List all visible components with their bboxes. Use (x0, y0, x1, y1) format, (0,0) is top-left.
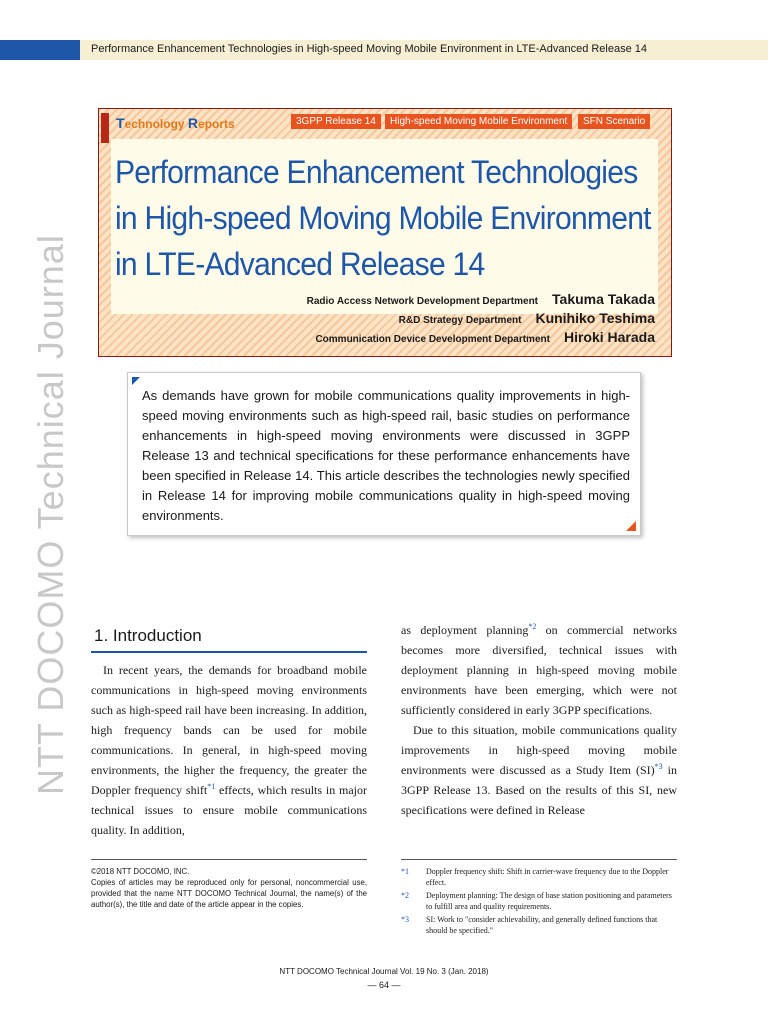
title-box-tab (101, 113, 109, 143)
author-department: Communication Device Development Department (315, 334, 550, 345)
title-line: in High-speed Moving Mobile Environment (115, 200, 651, 236)
keyword-tag: High-speed Moving Mobile Environment (385, 114, 572, 129)
running-header-text: Performance Enhancement Technologies in High-speed Moving Mobile Environment in LTE-Advanced Release 14 (91, 43, 648, 55)
abstract-corner-mark (132, 377, 140, 385)
footnote-ref: *3 (654, 762, 663, 771)
author-name: Kunihiko Teshima (535, 310, 655, 326)
body-paragraph: Due to this situation, mobile communications quality improvements in high-speed moving mobile environments were discussed as a Study Item (SI)$^{*3}$ in 3GPP Release 13. Based on the results of this SI, new specifications were defined in Release (401, 723, 677, 817)
footnotes (401, 866, 677, 938)
footnote-ref: *2 (528, 622, 537, 631)
author-name: Hiroki Harada (563, 329, 655, 345)
author-row (115, 329, 655, 348)
keyword-tag: 3GPP Release 14 (291, 114, 381, 129)
journal-name-vertical: NTT DOCOMO Technical Journal (30, 234, 71, 795)
footer-divider (91, 859, 367, 860)
section-heading: 1. Introduction (91, 624, 367, 653)
title-line: Performance Enhancement Technologies (115, 154, 638, 190)
keyword-tag: SFN Scenario (578, 114, 650, 129)
author-list (115, 291, 655, 348)
footnote-number: *1 (401, 867, 409, 876)
title-box (98, 108, 672, 357)
page-number: ― 64 ― (367, 980, 401, 990)
footer-divider (401, 859, 677, 860)
copyright-notice (91, 866, 367, 910)
abstract-corner-mark (626, 521, 636, 531)
footnote-number: *3 (401, 915, 409, 924)
footnote: *1 Doppler frequency shift: Shift in carrier-wave frequency due to the Doppler effect. (401, 867, 669, 887)
copyright-line: ©2018 NTT DOCOMO, INC. (91, 867, 190, 876)
author-row (115, 291, 655, 310)
author-name: Takuma Takada (552, 291, 655, 307)
author-department: Radio Access Network Development Department (306, 296, 539, 307)
right-column (401, 620, 677, 820)
page-journal-info: NTT DOCOMO Technical Journal Vol. 19 No. 3 (Jan. 2018) (279, 967, 489, 976)
left-column (91, 624, 367, 840)
footnote-number: *2 (401, 891, 409, 900)
author-row (115, 310, 655, 329)
technology-reports-label: Technology Reports (116, 115, 235, 131)
body-paragraph: as deployment planning$^{*2}$ on commercial networks becomes more diversified, technical issues with deployment planning in high-speed moving mobile environments have been emerging, which were not sufficiently considered in early 3GPP specifications. (401, 622, 677, 717)
title-line: in LTE-Advanced Release 14 (115, 246, 485, 282)
footnote: *3 SI: Work to "consider achievability, and generally defined functions that should be specified." (401, 915, 658, 935)
body-paragraph: In recent years, the demands for broadband mobile communications in high-speed moving environments such as high-speed rail have been increasing. In addition, high frequency bands can be used for mobile communications. In general, in high-speed moving environments, the higher the frequency, the greater the Doppler frequency shift$^{*1}$ effects, which results in major technical issues to ensure mobile communications quality. In addition, (91, 663, 367, 837)
running-header (0, 40, 768, 60)
abstract-text: As demands have grown for mobile communications quality improvements in high-speed moving environments such as high-speed rail, basic studies on performance enhancements in high-speed moving environments were discussed in 3GPP Release 13 and technical specifications for these performance enhancements have been specified in Release 14. This article describes the technologies newly specified in Release 14 for improving mobile communications quality in high-speed moving environments. (142, 388, 630, 523)
abstract-box (127, 372, 641, 536)
article-title (115, 149, 651, 287)
copyright-body: Copies of articles may be reproduced only for personal, noncommercial use, provided that the name NTT DOCOMO Technical Journal, the name(s) of the author(s), the title and date of the article appear in the copies. (91, 878, 367, 909)
footnote: *2 Deployment planning: The design of base station positioning and parameters to fulfill area and quality requirements. (401, 891, 672, 911)
footnote-ref: *1 (207, 782, 216, 791)
author-department: R&D Strategy Department (398, 315, 522, 326)
header-tab (0, 40, 80, 60)
